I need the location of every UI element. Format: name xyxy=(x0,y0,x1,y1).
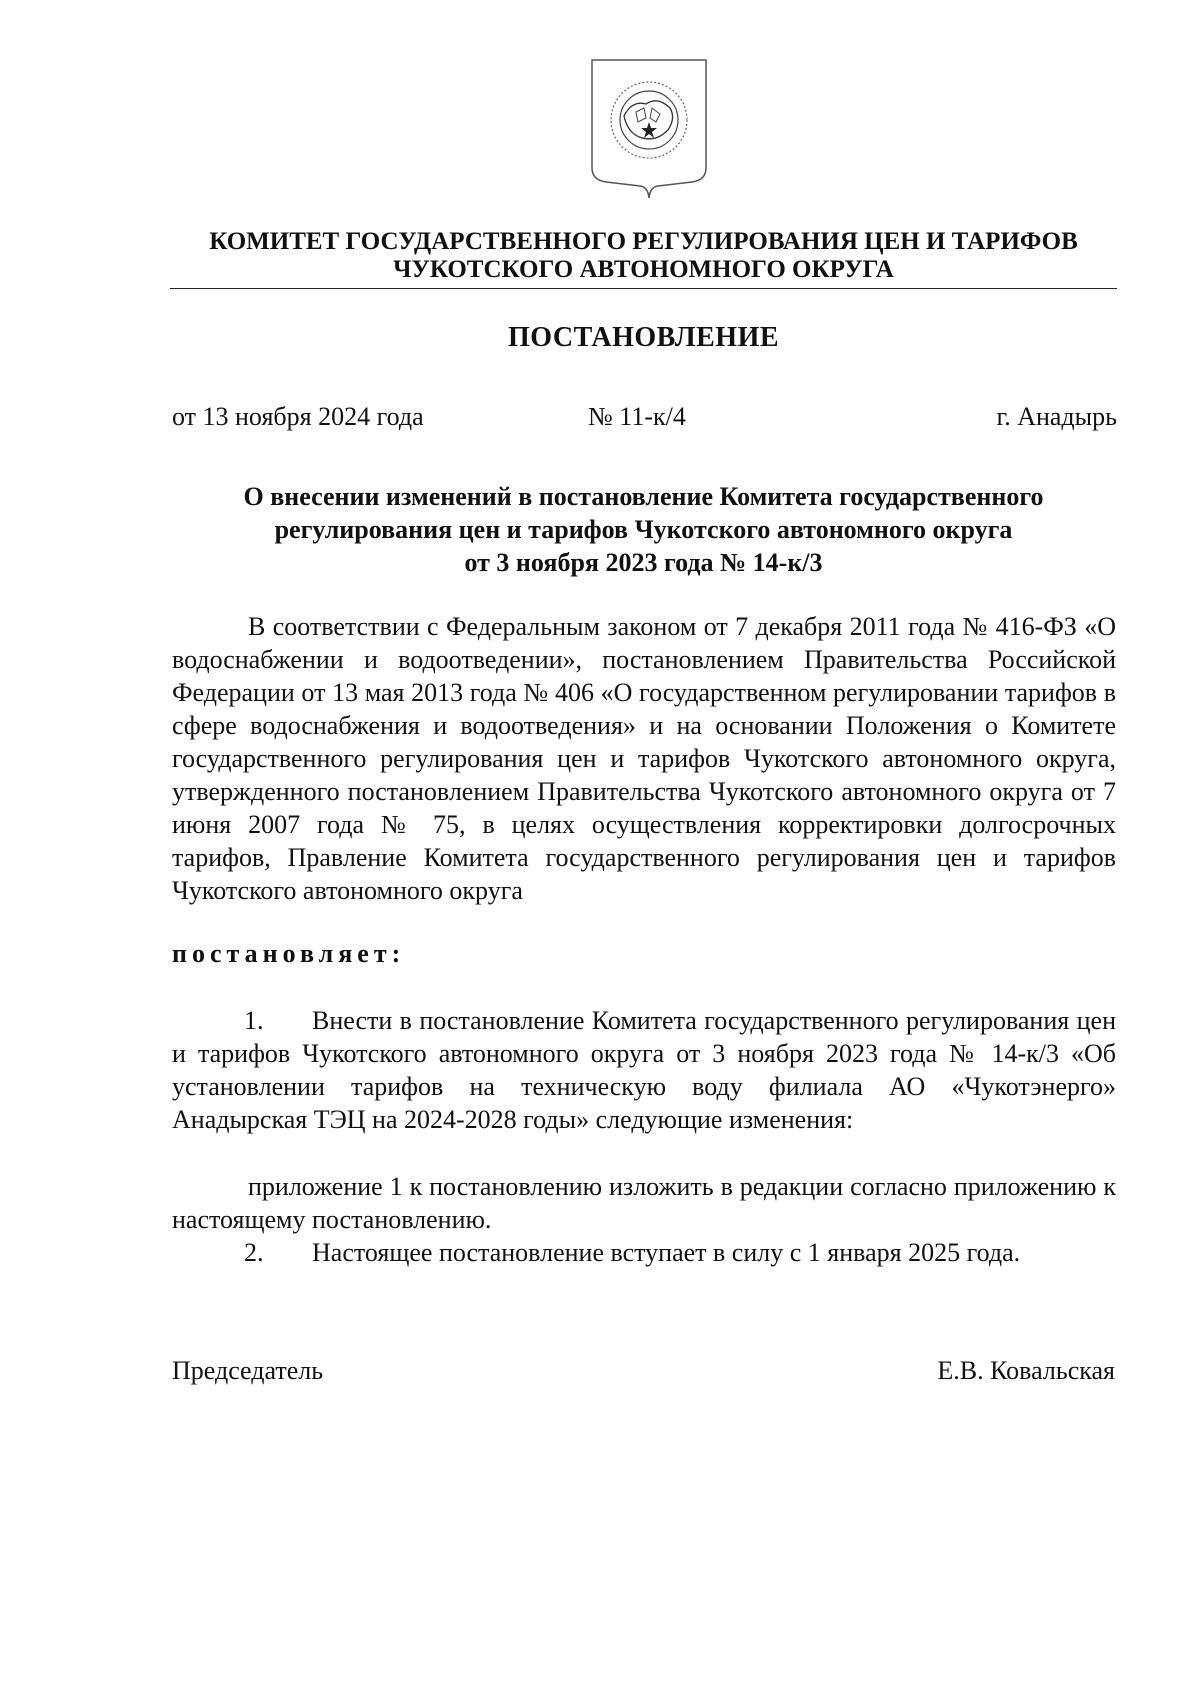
document-type-title: ПОСТАНОВЛЕНИЕ xyxy=(507,322,780,353)
heading-line-2: регулирования цен и тарифов Чукотского автономного округа xyxy=(274,515,1013,544)
document-city: г. Анадырь xyxy=(996,402,1117,431)
signatory-title: Председатель xyxy=(172,1356,324,1385)
list-item-2-text: Настоящее постановление вступает в силу с 1 января 2025 года. xyxy=(312,1238,1021,1267)
header-divider xyxy=(170,288,1117,289)
organization-name-line-1: КОМИТЕТ ГОСУДАРСТВЕННОГО РЕГУЛИРОВАНИЯ ЦЕН И ТАРИФОВ xyxy=(209,228,1078,255)
heading-line-1: О внесении изменений в постановление Комитета государственного xyxy=(243,482,1044,511)
document-date: от 13 ноября 2024 года xyxy=(172,402,424,431)
list-item-1 xyxy=(172,1004,1116,1136)
list-item-2 xyxy=(172,1236,1116,1269)
list-item-2-number: 2. xyxy=(244,1238,264,1267)
heading-line-3: от 3 ноября 2023 года № 14-к/3 xyxy=(464,548,823,577)
sub-item-paragraph: приложение 1 к постановлению изложить в редакции согласно приложению к настоящему постановлению. xyxy=(172,1172,1116,1234)
preamble-paragraph: В соответствии с Федеральным законом от 7 декабря 2011 года № 416-ФЗ «О водоснабжении и водоотведении», постановлением Правительства Российской Федерации от 13 мая 2013 года № 406 «О государственном регулировании тарифов в сфере водоснабжения и водоотведения» и на основании Положения о Комитете государственного регулирования цен и тарифов Чукотского автономного округа, утвержденного постановлением Правительства Чукотского автономного округа от 7 июня 2007 года № 75, в целях осуществления корректировки долгосрочных тарифов, Правление Комитета государственного регулирования цен и тарифов Чукотского автономного округа xyxy=(172,612,1116,905)
organization-name-line-2: ЧУКОТСКОГО АВТОНОМНОГО ОКРУГА xyxy=(393,256,894,283)
resolve-word: постановляет: xyxy=(172,939,406,968)
signatory-name: Е.В. Ковальская xyxy=(937,1356,1115,1385)
organization-name xyxy=(170,228,1117,284)
document-number: № 11-к/4 xyxy=(588,402,686,431)
document-heading xyxy=(170,480,1117,579)
list-item-1-text: Внести в постановление Комитета государственного регулирования цен и тарифов Чукотского автономного округа от 3 ноября 2023 года № 14-к/3 «Об установлении тарифов на техническую воду филиала АО «Чукотэнерго» Анадырская ТЭЦ на 2024-2028 годы» следующие изменения: xyxy=(172,1006,1116,1134)
coat-of-arms-emblem-icon xyxy=(588,56,710,206)
list-item-1-number: 1. xyxy=(244,1006,264,1035)
